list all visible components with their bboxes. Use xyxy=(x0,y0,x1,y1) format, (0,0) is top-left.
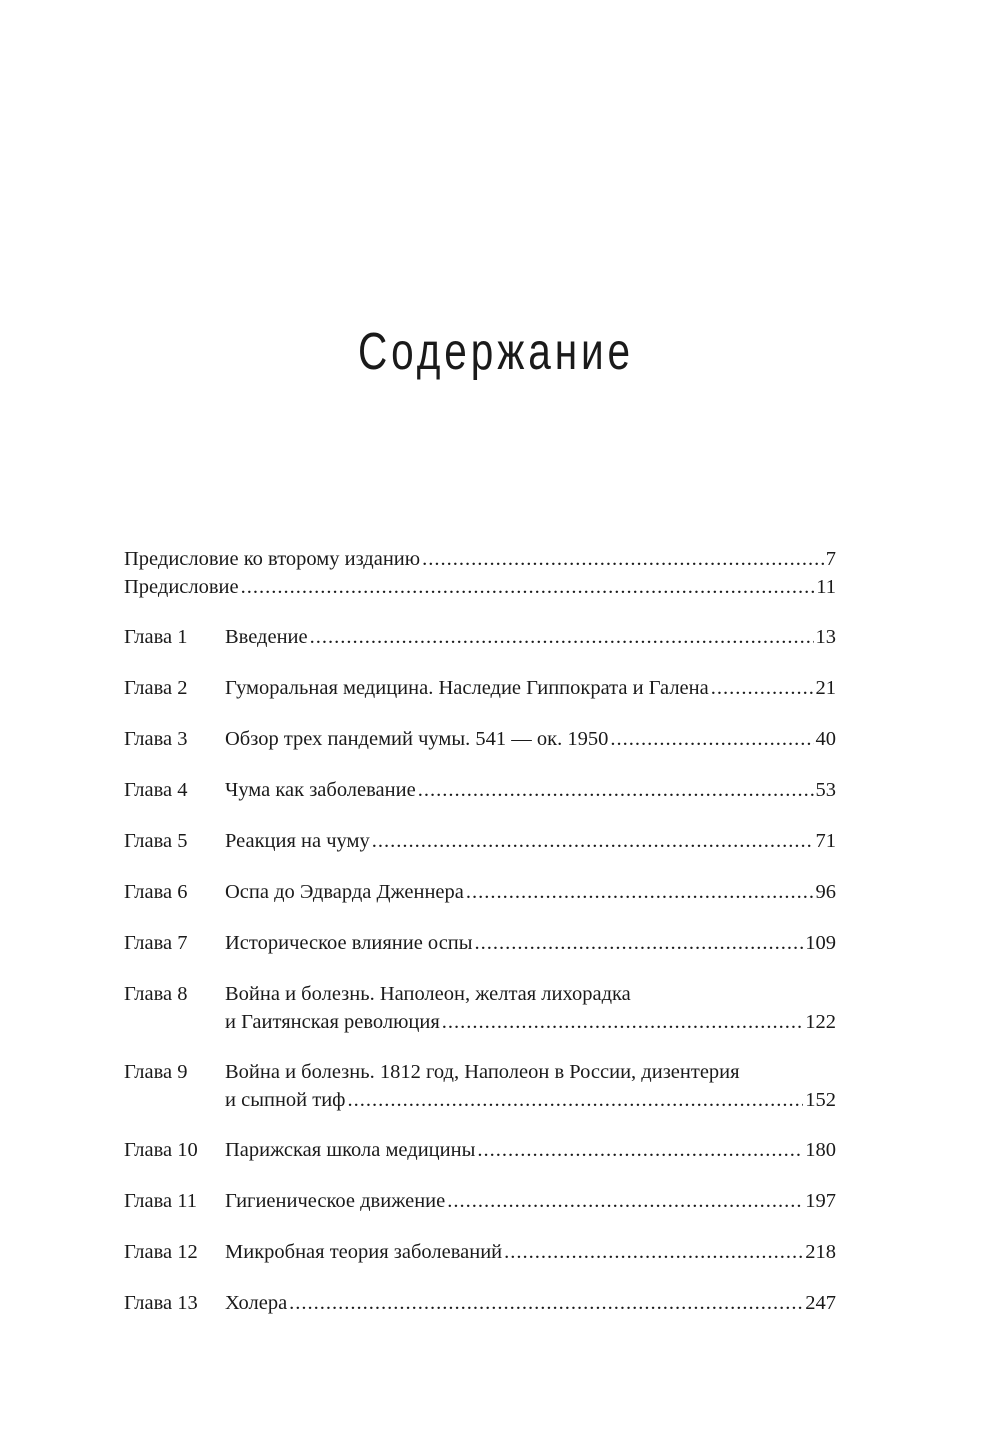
chapter-label: Глава 9 xyxy=(124,1061,188,1083)
chapter-title: Введение xyxy=(225,626,308,648)
chapter-title: Микробная теория заболеваний xyxy=(225,1241,503,1263)
chapter-label: Глава 2 xyxy=(124,677,188,699)
page-number: 197 xyxy=(805,1190,836,1212)
toc-entry-chapter-9[interactable] xyxy=(124,1058,836,1114)
page-number: 96 xyxy=(815,881,836,903)
chapter-title: Обзор трех пандемий чумы. 541 — ок. 1950 xyxy=(225,728,609,750)
chapter-label: Глава 7 xyxy=(124,932,188,954)
dot-leader xyxy=(477,1136,803,1164)
dot-leader xyxy=(466,878,814,906)
page-number: 21 xyxy=(815,677,836,699)
chapter-title: Гуморальная медицина. Наследие Гиппократа и Галена xyxy=(225,677,709,699)
page-title: Содержание xyxy=(357,322,635,381)
toc-entry-chapter-7[interactable] xyxy=(124,929,836,957)
toc-entry-preface-second-edition[interactable] xyxy=(124,545,836,573)
chapter-title: Историческое влияние оспы xyxy=(225,932,473,954)
chapter-label: Глава 3 xyxy=(124,728,188,750)
table-of-contents xyxy=(124,545,836,1317)
dot-leader xyxy=(504,1238,803,1266)
chapter-label: Глава 1 xyxy=(124,626,188,648)
toc-entry-chapter-8[interactable] xyxy=(124,980,836,1036)
page-number: 180 xyxy=(805,1139,836,1161)
toc-entry-chapter-13[interactable] xyxy=(124,1289,836,1317)
toc-entry-chapter-6[interactable] xyxy=(124,878,836,906)
toc-entry-preface[interactable] xyxy=(124,573,836,601)
toc-entry-chapter-5[interactable] xyxy=(124,827,836,855)
entry-title: Предисловие ко второму изданию xyxy=(124,548,421,570)
page-number: 122 xyxy=(805,1011,836,1033)
dot-leader xyxy=(241,573,815,601)
dot-leader xyxy=(418,776,814,804)
chapter-title-line-2: и сыпной тиф xyxy=(225,1089,346,1111)
entry-title: Предисловие xyxy=(124,576,239,598)
chapter-title: Оспа до Эдварда Дженнера xyxy=(225,881,464,903)
toc-entry-chapter-10[interactable] xyxy=(124,1136,836,1164)
page-number: 71 xyxy=(815,830,836,852)
toc-entry-chapter-1[interactable] xyxy=(124,623,836,651)
chapter-label: Глава 8 xyxy=(124,983,188,1005)
page-number: 247 xyxy=(805,1292,836,1314)
page-number: 11 xyxy=(816,576,836,598)
dot-leader xyxy=(372,827,814,855)
chapter-label: Глава 13 xyxy=(124,1292,198,1314)
dot-leader xyxy=(310,623,814,651)
chapter-label: Глава 10 xyxy=(124,1139,198,1161)
toc-entry-chapter-2[interactable] xyxy=(124,674,836,702)
dot-leader xyxy=(711,674,814,702)
page-number: 218 xyxy=(805,1241,836,1263)
dot-leader xyxy=(289,1289,803,1317)
page-number: 13 xyxy=(815,626,836,648)
page-number: 109 xyxy=(805,932,836,954)
chapter-label: Глава 12 xyxy=(124,1241,198,1263)
chapter-title: Парижская школа медицины xyxy=(225,1139,476,1161)
chapter-label: Глава 5 xyxy=(124,830,188,852)
chapter-title: Чума как заболевание xyxy=(225,779,416,801)
chapter-title-line-2: и Гаитянская революция xyxy=(225,1011,440,1033)
dot-leader xyxy=(610,725,813,753)
dot-leader xyxy=(447,1187,803,1215)
dot-leader xyxy=(347,1086,803,1114)
dot-leader xyxy=(422,545,824,573)
chapter-label: Глава 11 xyxy=(124,1190,198,1212)
page-number: 152 xyxy=(805,1089,836,1111)
chapter-title-line-1: Война и болезнь. 1812 год, Наполеон в России, дизентерия xyxy=(225,1061,740,1083)
chapter-label: Глава 4 xyxy=(124,779,188,801)
dot-leader xyxy=(475,929,804,957)
chapter-label: Глава 6 xyxy=(124,881,188,903)
page-number: 53 xyxy=(815,779,836,801)
dot-leader xyxy=(442,1008,803,1036)
toc-entry-chapter-11[interactable] xyxy=(124,1187,836,1215)
toc-entry-chapter-12[interactable] xyxy=(124,1238,836,1266)
chapter-title-line-1: Война и болезнь. Наполеон, желтая лихорадка xyxy=(225,983,631,1005)
chapter-title: Гигиеническое движение xyxy=(225,1190,446,1212)
chapter-title: Холера xyxy=(225,1292,288,1314)
toc-entry-chapter-4[interactable] xyxy=(124,776,836,804)
page-number: 7 xyxy=(825,548,836,570)
chapter-title: Реакция на чуму xyxy=(225,830,370,852)
toc-entry-chapter-3[interactable] xyxy=(124,725,836,753)
page-number: 40 xyxy=(815,728,836,750)
